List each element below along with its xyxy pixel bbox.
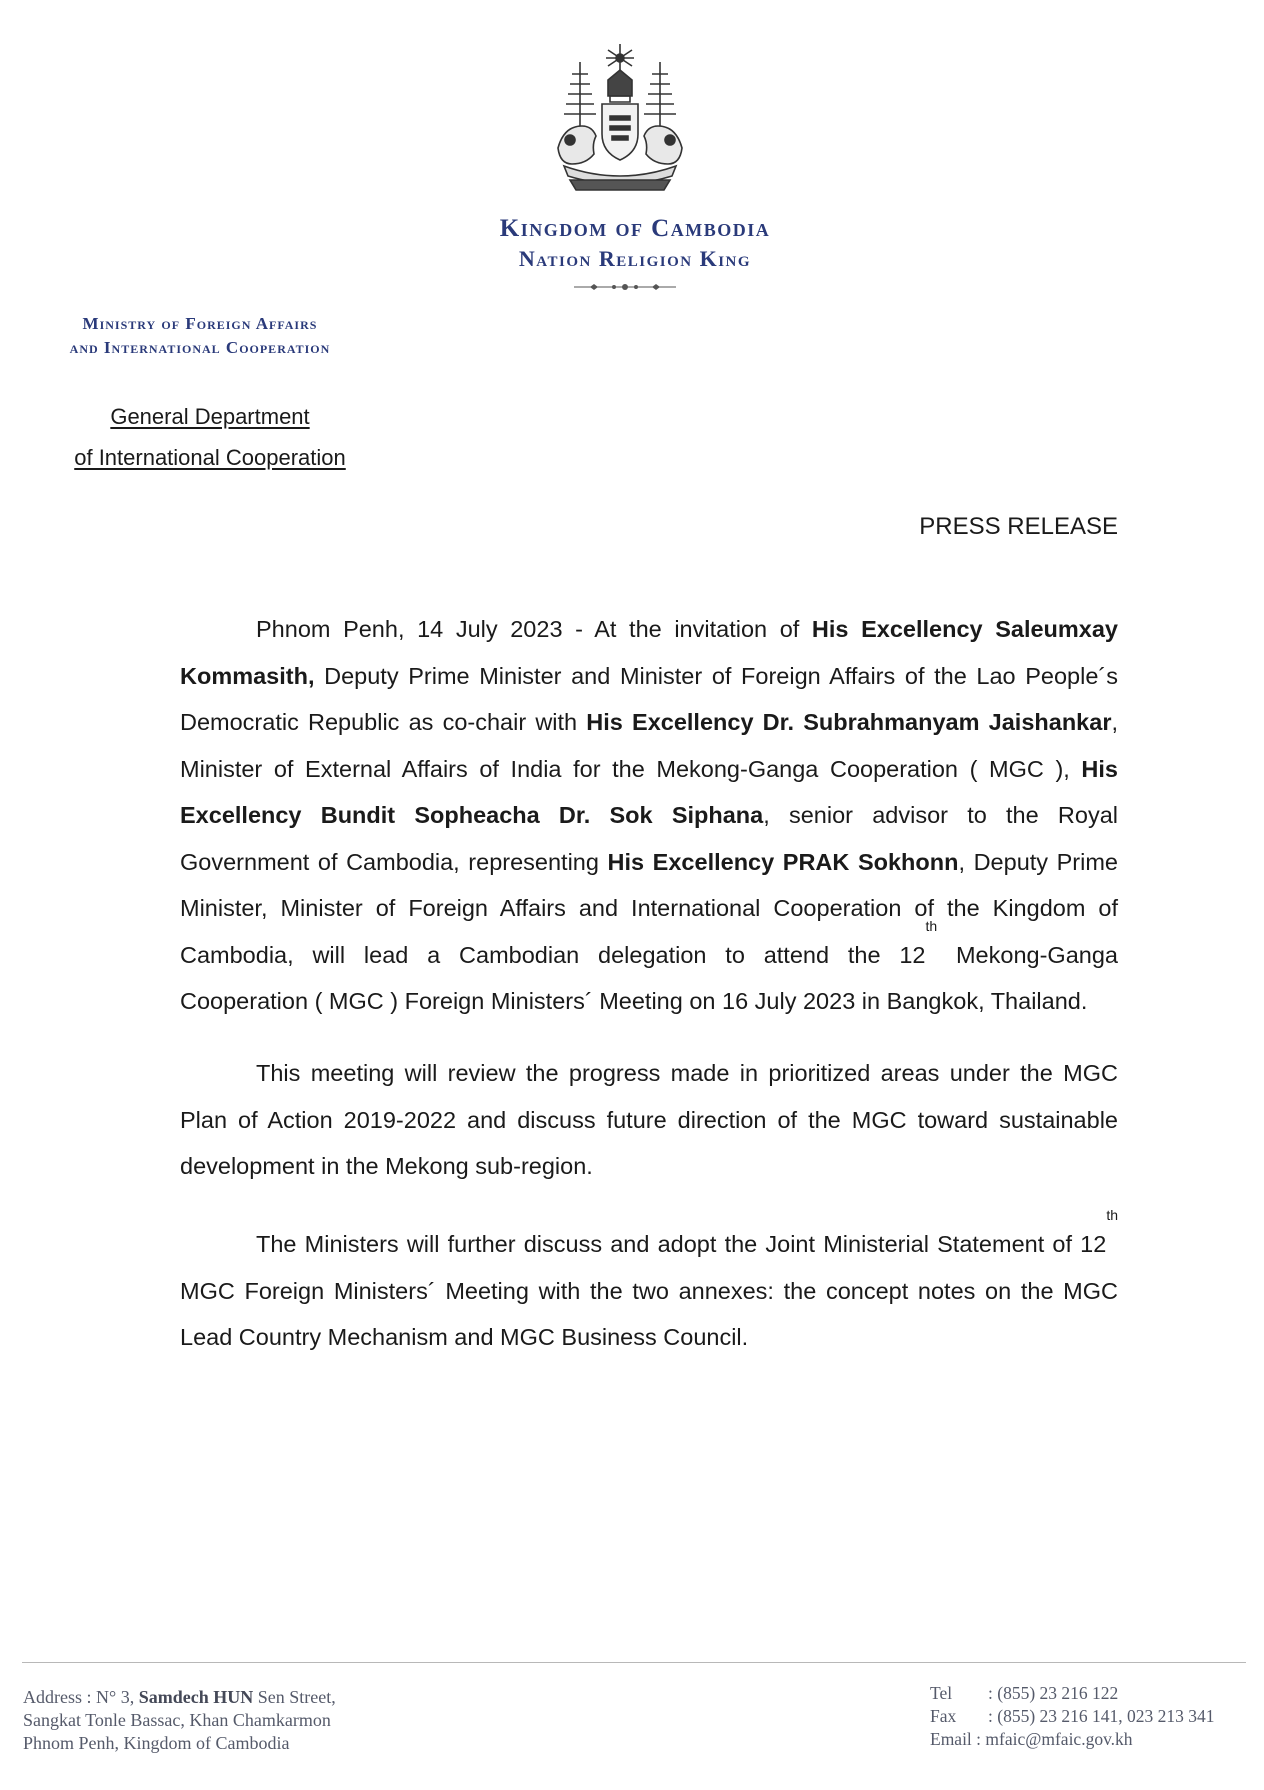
- address-street-bold: Samdech HUN: [138, 1687, 254, 1707]
- p1-bold-2: His Excellency Dr. Subrahmanyam Jaishankar: [586, 709, 1112, 735]
- address-street-rest: Sen Street,: [253, 1687, 336, 1707]
- p3-text-2: MGC Foreign Ministers´ Meeting with the two annexes: the concept notes on the MGC Lead Country Mechanism and MGC Business Council.: [180, 1277, 1118, 1350]
- p1-bold-1: His Excellency Saleumxay Kommasith,: [180, 616, 1118, 689]
- fax-label: Fax: [930, 1706, 957, 1726]
- p3-text-1: The Ministers will further discuss and adopt the Joint Ministerial Statement of 12: [256, 1231, 1107, 1257]
- p1-bold-3: His Excellency Bundit Sopheacha Dr. Sok Siphana: [180, 755, 1118, 828]
- p2-text: This meeting will review the progress made in prioritized areas under the MGC Plan of Action 2019-2022 and discuss future direction of the MGC toward sustainable development in the Mekong sub-region.: [180, 1060, 1118, 1179]
- department-name: [40, 396, 380, 478]
- kingdom-header: [0, 214, 1264, 274]
- document-title: PRESS RELEASE: [919, 513, 1118, 540]
- address-prefix: Address : N° 3,: [23, 1687, 139, 1707]
- paragraph-2: [180, 1050, 1118, 1190]
- footer-contact: [930, 1682, 1215, 1751]
- email-value: : mfaic@mfaic.gov.kh: [976, 1729, 1133, 1749]
- department-line-1: General Department: [110, 404, 310, 429]
- kingdom-title: Kingdom of Cambodia: [499, 215, 771, 242]
- email-label: Email: [930, 1729, 972, 1749]
- footer-address: [23, 1686, 336, 1755]
- decorative-ornament: [570, 279, 680, 295]
- address-line-2: Sangkat Tonle Bassac, Khan Chamkarmon: [23, 1710, 331, 1730]
- p3-superscript: th: [1106, 1207, 1118, 1223]
- p1-superscript: th: [925, 917, 938, 934]
- p1-text-2: Deputy Prime Minister and Minister of Foreign Affairs of the Lao People´s Democratic Republic as co-chair with: [180, 662, 1118, 735]
- footer-divider: [22, 1662, 1246, 1663]
- p1-text-4: , senior advisor to the Royal Government of Cambodia, representing: [180, 802, 1118, 875]
- ministry-line-2: and International Cooperation: [69, 338, 331, 357]
- p1-text-6: Mekong-Ganga Cooperation ( MGC ) Foreign Ministers´ Meeting on 16 July 2023 in Bangkok, Thailand.: [180, 941, 1118, 1014]
- ministry-line-1: Ministry of Foreign Affairs: [82, 314, 318, 333]
- tel-label: Tel: [930, 1683, 953, 1703]
- fax-value: : (855) 23 216 141, 023 213 341: [988, 1706, 1215, 1726]
- p1-text-5: , Deputy Prime Minister, Minister of Foreign Affairs and International Cooperation of the Kingdom of Cambodia, will lead a Cambodian delegation to attend the 12: [180, 848, 1118, 968]
- department-line-2: of International Cooperation: [74, 445, 346, 470]
- paragraph-3: [180, 1207, 1118, 1361]
- tel-value: : (855) 23 216 122: [988, 1683, 1119, 1703]
- kingdom-motto: Nation Religion King: [518, 246, 752, 271]
- p1-text-3: , Minister of External Affairs of India for the Mekong-Ganga Cooperation ( MGC ),: [180, 709, 1118, 782]
- p1-text-1: Phnom Penh, 14 July 2023 - At the invitation of: [256, 616, 812, 642]
- address-line-3: Phnom Penh, Kingdom of Cambodia: [23, 1733, 290, 1753]
- royal-coat-of-arms-emblem: [540, 40, 700, 200]
- p1-bold-4: His Excellency PRAK Sokhonn: [607, 848, 959, 875]
- paragraph-1: [180, 606, 1118, 1025]
- ministry-name: [10, 312, 390, 360]
